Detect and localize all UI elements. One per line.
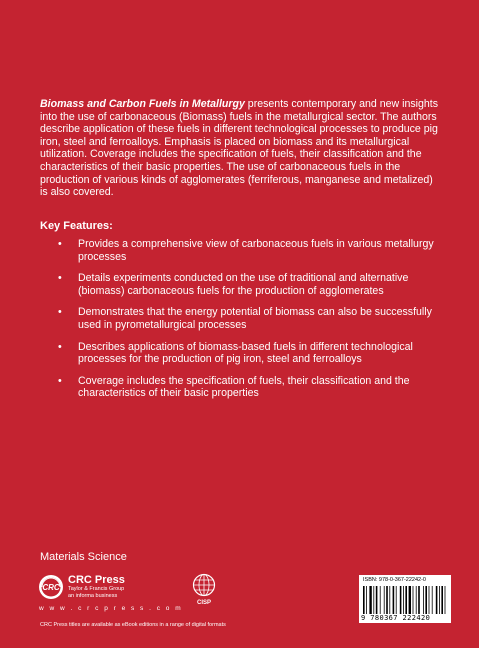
bullet-icon: •: [58, 238, 62, 250]
bullet-icon: •: [58, 272, 62, 285]
globe-icon: [192, 573, 216, 597]
feature-item: • Provides a comprehensive view of carbonaceous fuels in various metallurgy processes: [58, 238, 434, 263]
key-features-heading: Key Features:: [40, 220, 113, 232]
feature-item: • Describes applications of biomass-based fuels in different technological processes for the production of pig iron, steel and ferroalloys: [58, 340, 413, 366]
crc-logo-text: CRC: [42, 583, 60, 592]
barcode-panel: [359, 575, 451, 623]
subject-category: Materials Science: [40, 551, 127, 563]
crc-press-logo-icon: [38, 574, 64, 600]
feature-item: • Coverage includes the specification of fuels, their classification and the characteristics of their basic properties: [58, 374, 410, 400]
publisher-block: [68, 574, 125, 600]
barcode-number: 9 780367 222420: [361, 614, 431, 622]
isbn-text: ISBN: 978-0-367-22242-0: [363, 577, 426, 583]
barcode-icon: [363, 586, 447, 614]
key-features-list: [40, 238, 440, 409]
publisher-group: Taylor & Francis Group: [68, 586, 125, 592]
publisher-name: CRC Press: [68, 574, 125, 586]
bullet-icon: •: [58, 340, 62, 353]
feature-item: • Details experiments conducted on the use of traditional and alternative (biomass) carbonaceous fuels for the production of agglomerates: [58, 272, 409, 297]
bullet-icon: •: [58, 306, 62, 319]
publisher-url: w w w . c r c p r e s s . c o m: [39, 605, 183, 612]
description-text: presents contemporary and new insights into the use of carbonaceous (Biomass) fuels in the metallurgical sector. The authors describe application of these fuels in different technological processes to produce pig iron, steel and ferroalloys. Emphasis is placed on biomass and its metallurgical utilization. Coverage includes the specification of fuels, their classification and the characteristics of their basic properties. The use of carbonaceous fuels in the production of various kinds of agglomerates (ferriferous, manganese and metalized) is also covered.: [40, 98, 439, 199]
book-title: Biomass and Carbon Fuels in Metallurgy: [40, 98, 245, 110]
cisp-label: CISP: [196, 600, 211, 606]
bullet-icon: •: [58, 374, 62, 387]
feature-item: • Demonstrates that the energy potential of biomass can also be successfully used in pyrometallurgical processes: [58, 306, 432, 331]
publisher-business: an informa business: [68, 593, 118, 599]
ebook-note: CRC Press titles are available as eBook editions in a range of digital formats: [40, 622, 226, 628]
description-paragraph: [40, 98, 440, 199]
